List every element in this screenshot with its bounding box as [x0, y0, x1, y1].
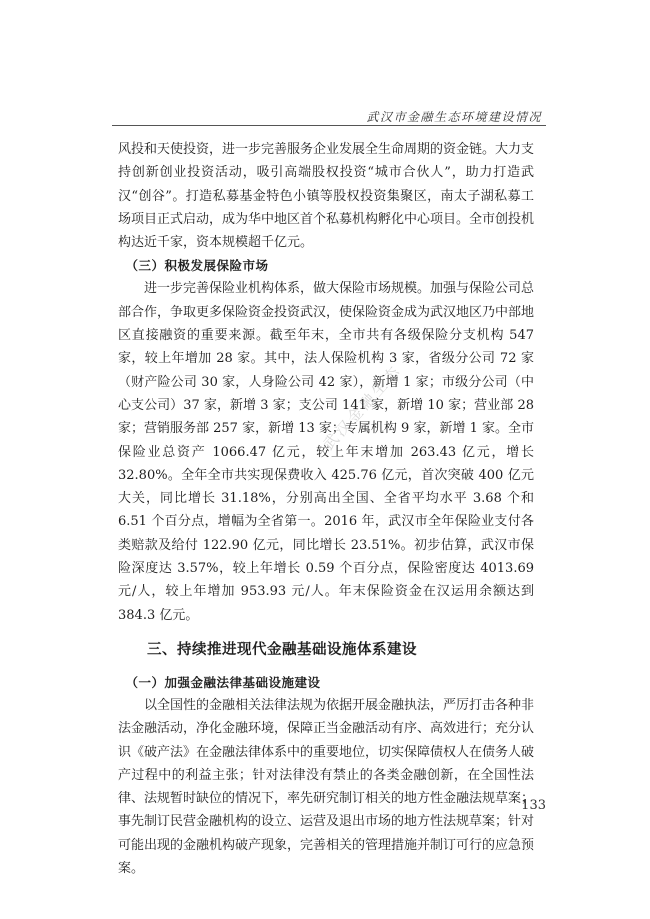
subheading-insurance-market: （三）积极发展保险市场 — [125, 258, 269, 274]
section-heading-infrastructure: 三、持续推进现代金融基础设施体系建设 — [147, 641, 417, 658]
paragraph-legal-infrastructure: 以全国性的金融相关法律法规为依据开展金融执法，严厉打击各种非法金融活动，净化金融环境，保障正当金融活动有序、高效进行；充分认识《破产法》在金融法律体系中的重要地位，切实保障债权人在债务人破产过程中的利益主张；针对法律没有禁止的各类金融创新，在全国性法律、法规暂时缺位的情况下，率先研究制订相关的地方性金融法规草案；事先制订民营金融机构的设立、运营及退出市场的地方性法规草案；针对可能出现的金融机构破产现象，完善相关的管理措施并制订可行的应急预案。 — [118, 697, 535, 877]
subheading-legal-infrastructure: （一）加强金融法律基础设施建设 — [125, 674, 321, 690]
running-header-title: 武汉市金融生态环境建设情况 — [366, 110, 542, 124]
page-body — [118, 138, 534, 880]
paragraph-insurance-market: 进一步完善保险业机构体系，做大保险市场规模。加强与保险公司总部合作，争取更多保险资金投资武汉，使保险资金成为武汉地区乃中部地区直接融资的重要来源。截至年末，全市共有各级保险分支机构 547 家，较上年增加 28 家。其中，法人保险机构 3 家，省级分公司 72 家（财产险公司 30 家，人身险公司 42 家），新增 1 家；市级分公司（中心支公司）37 家，新增 3 家；支公司 141 家，新增 10 家；营业部 28 家；营销服务部 257 家，新增 13 家；专属机构 9 家，新增 1 家。全市保险业总资产 1066.47 亿元，较上年末增加 263.43 亿元，增长 32.80%。全年全市共实现保费收入 425.76 亿元，首次突破 400 亿元大关，同比增长 31.18%，分别高出全国、全省平均水平 3.68 个和 6.51 个百分点，增幅为全省第一。2016 年，武汉市全年保险业支付各类赔款及给付 122.90 亿元，同比增长 23.51%。初步估算，武汉市保险深度达 3.57%，较上年增长 0.59 个百分点，保险密度达 4013.69 元/人，较上年增加 953.93 元/人。年末保险资金在汉运用余额达到 384.3 亿元。 — [118, 281, 535, 623]
page-number: 133 — [521, 798, 546, 813]
header-rule — [112, 125, 546, 126]
watermark-stamp: 武汉金融生态 — [319, 361, 406, 454]
paragraph-vc-investment: 风投和天使投资，进一步完善服务企业发展全生命周期的资金链。大力支持创新创业投资活动，吸引高端股权投资“城市合伙人”，助力打造武汉“创谷”。打造私募基金特色小镇等股权投资集聚区，南太子湖私募工场项目正式启动，成为华中地区首个私募机构孵化中心项目。全市创投机构达近千家，资本规模超千亿元。 — [118, 142, 535, 251]
